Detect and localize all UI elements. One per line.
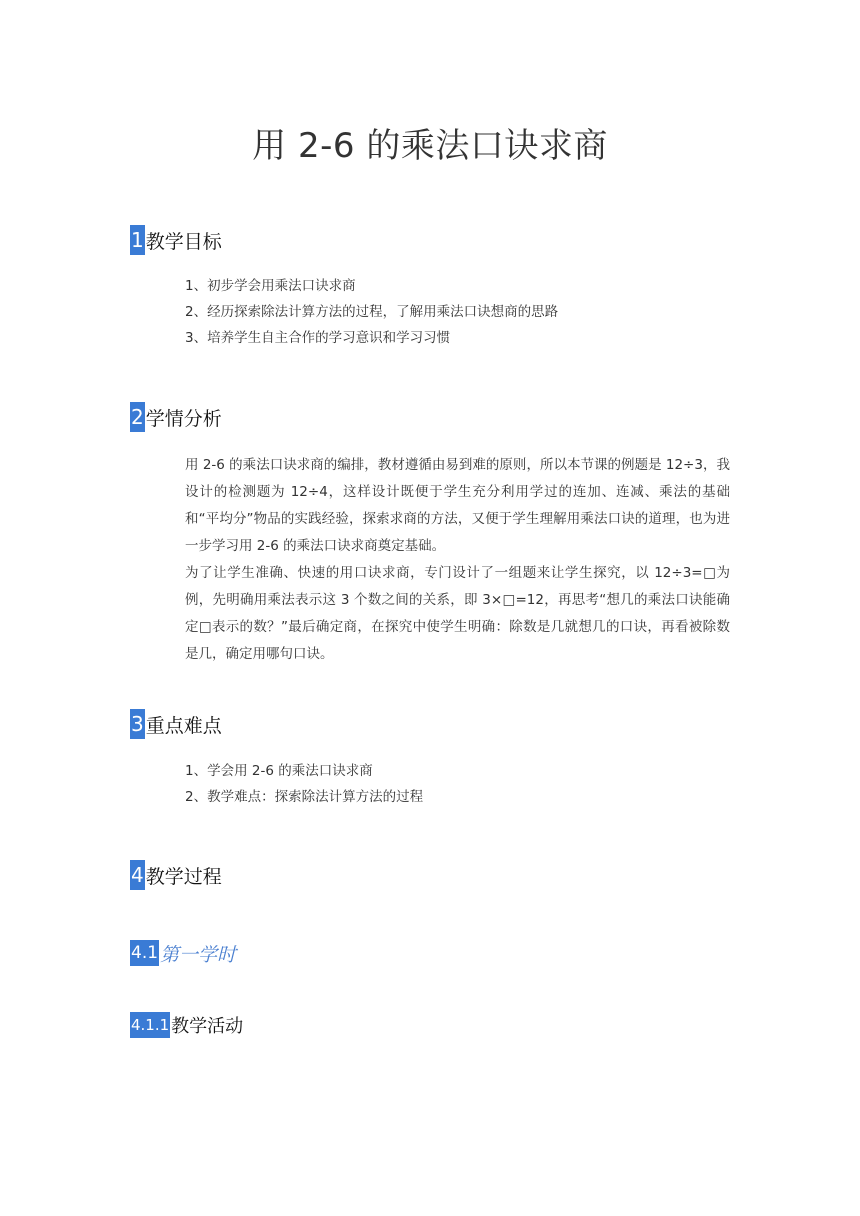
analysis-paragraph-1: 用 2-6 的乘法口诀求商的编排，教材遵循由易到难的原则，所以本节课的例题是 12÷3，我设计的检测题为 12÷4，这样设计既便于学生充分利用学过的连加、连减、乘法的基础和“平均分”物品的实践经验，探索求商的方法，又便于学生理解用乘法口诀的道理，也为进一步学习用 2-6 的乘法口诀求商奠定基础。 <box>185 457 730 554</box>
section-number: 4.1.1 <box>130 1012 170 1038</box>
section-heading-key-points <box>130 709 222 739</box>
analysis-paragraph-2: 为了让学生准确、快速的用口诀求商，专门设计了一组题来让学生探究，以 12÷3=□为例，先明确用乘法表示这 3 个数之间的关系，即 3×□=12，再思考“想几的乘法口诀能确定□表示的数？”最后确定商，在探究中使学生明确：除数是几就想几的口诀，再看被除数是几，确定用哪句口诀。 <box>185 565 730 662</box>
section-title: 教学目标 <box>145 230 222 253</box>
list-item: 1、学会用 2-6 的乘法口诀求商 <box>185 763 373 779</box>
section-title: 学情分析 <box>145 407 222 430</box>
section-title: 第一学时 <box>160 943 237 966</box>
page-title: 用 2-6 的乘法口诀求商 <box>252 126 608 166</box>
section-number: 1 <box>130 225 145 255</box>
list-item: 3、培养学生自主合作的学习意识和学习习惯 <box>185 330 451 346</box>
list-item: 2、教学难点：探索除法计算方法的过程 <box>185 789 424 805</box>
section-number: 3 <box>130 709 145 739</box>
section-heading-analysis <box>130 402 222 432</box>
subsection-heading-period-1 <box>130 938 236 968</box>
section-title: 重点难点 <box>145 714 222 737</box>
section-heading-process <box>130 860 222 890</box>
subsection-heading-activities <box>130 1012 243 1038</box>
key-points-list <box>185 758 423 810</box>
list-item: 2、经历探索除法计算方法的过程，了解用乘法口诀想商的思路 <box>185 304 559 320</box>
objectives-list <box>185 273 558 351</box>
section-number: 4 <box>130 860 145 890</box>
section-number: 4.1 <box>130 940 159 966</box>
section-heading-objectives <box>130 225 222 255</box>
section-title: 教学活动 <box>171 1016 244 1037</box>
section-title: 教学过程 <box>145 865 222 888</box>
section-number: 2 <box>130 402 145 432</box>
list-item: 1、初步学会用乘法口诀求商 <box>185 278 356 294</box>
